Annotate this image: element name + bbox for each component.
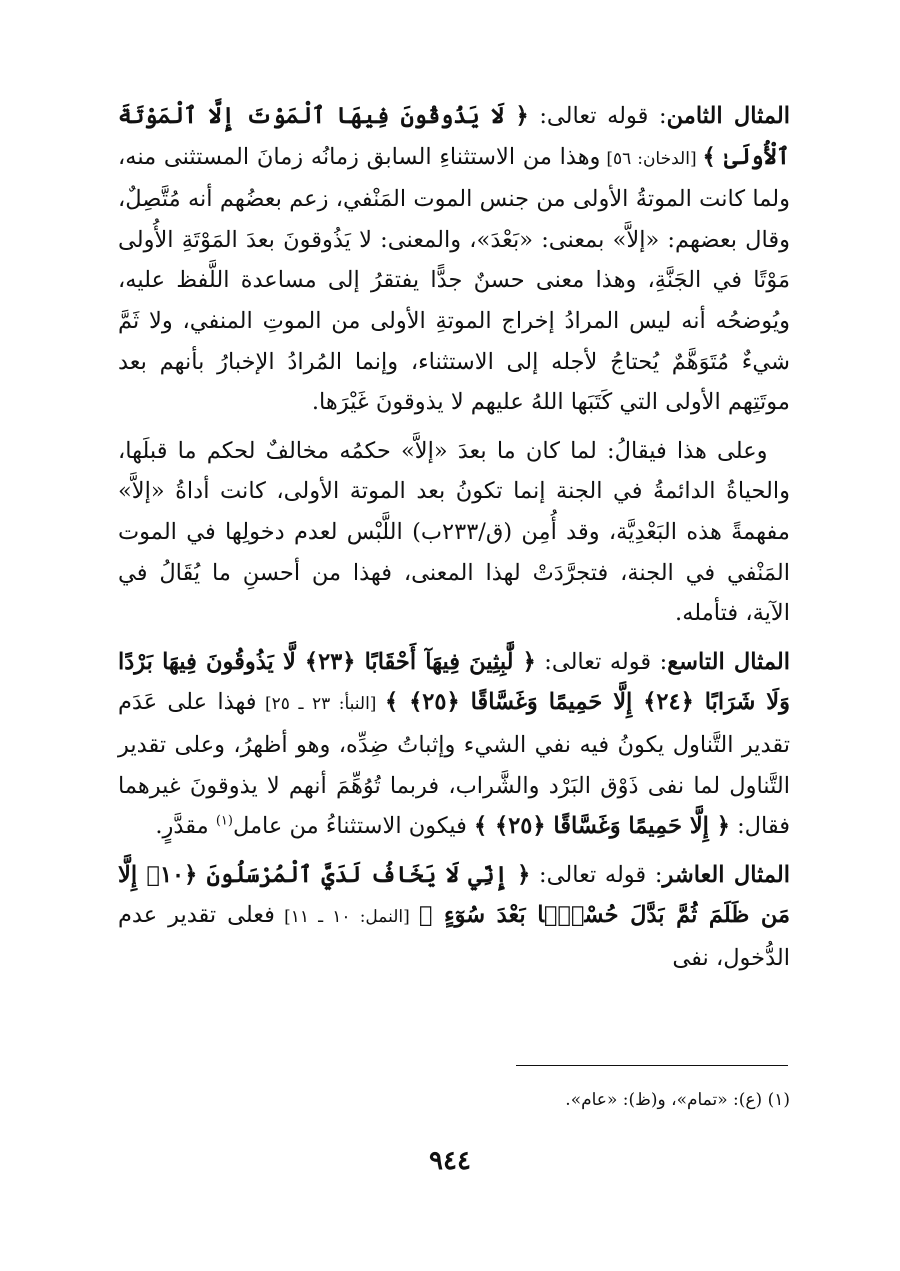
body-text: فهذا على عَدَم تقدير التَّناول يكونُ فيه نفي الشيء وإثباتُ ضِدِّه، وهو أظهرُ، وعلى تقدير التَّناول لما نفى ذَوْق البَرْد والشَّراب، فربما تُوُهِّمَ أنهم لا يذوقونَ غيرهما فقال:: [118, 689, 790, 840]
quran-open-bracket: ﴿: [515, 103, 529, 129]
verse-reference: [النبأ: ٢٣ ـ ٢٥]: [256, 694, 385, 715]
footnote-divider: [516, 1065, 788, 1066]
body-text: فعلى تقدير عدم الدُّخول، نفى: [118, 902, 790, 971]
footnote: (١) (ع): «تمام»، و(ظ): «عام».: [565, 1090, 790, 1110]
paragraph-commentary: [118, 431, 790, 634]
quran-close-bracket: ﴾: [474, 813, 488, 840]
verse-reference: [النمل: ١٠ ـ ١١]: [274, 907, 419, 928]
body-text: مقدَّرٍ.: [155, 813, 216, 840]
quran-verse: لَا يَذُوقُونَ فِيهَا ٱلْمَوْتَ إِلَّا ٱلْمَوْتَةَ ٱلْأُولَىٰ: [118, 103, 790, 170]
body-text: فيكون الاستثناءُ من عامل: [232, 813, 474, 840]
quran-open-bracket: ﴿: [716, 813, 730, 840]
intro-text: : قوله تعالى:: [530, 861, 663, 888]
paragraph-example-9: [118, 642, 790, 847]
quran-verse: لَّٰبِثِينَ فِيهَآ أَحْقَابًا ﴿٢٣﴾ لَّا يَذُوقُونَ فِيهَا بَرْدًا وَلَا شَرَابًا ﴿٢٤﴾ إِلَّا حَمِيمًا وَغَسَّاقًا ﴿٢٥﴾: [118, 648, 790, 716]
example-heading: المثال الثامن: [666, 103, 790, 129]
verse-reference: [الدخان: ٥٦]: [600, 148, 703, 169]
body-text: وهذا من الاستثناءِ السابق زمانُه زمانَ المستثنى منه، ولما كانت الموتةُ الأولى من جنس الموت المَنْفي، زعم بعضُهم أنه مُتَّصِلٌ، وقال بعضهم: «إلاَّ» بمعنى: «بَعْدَ»، والمعنى: لا يَذُوقونَ بعدَ المَوْتَةِ الأُولى مَوْتًا في الجَنَّةِ، وهذا معنى حسنٌ جدًّا يفتقرُ إلى مساعدة اللَّفظ عليه، ويُوضحُه أنه ليس المرادُ إخراج الموتةِ الأولى من الموتِ المنفي، ولا ثَمَّ شيءٌ مُتَوَهَّمٌ يُحتاجُ لأجله إلى الاستثناء، وإنما المُرادُ الإخبارُ بأنهم بعد موتَتِهم الأولى التي كَتَبَها اللهُ عليهم لا يذوقونَ غَيْرَها.: [118, 143, 790, 416]
paragraph-example-8: [118, 96, 790, 423]
paragraph-example-10: [118, 855, 790, 979]
quran-close-bracket: ﴾: [418, 902, 433, 929]
page-body: [118, 96, 790, 978]
quran-close-bracket: ﴾: [702, 143, 716, 170]
intro-text: : قوله تعالى:: [535, 648, 668, 675]
footnote-marker[interactable]: (١): [215, 813, 233, 829]
quran-verse: إِنِّي لَا يَخَافُ لَدَيَّ ٱلْمُرْسَلُونَ ﴿١٠﴾ إِلَّا مَن ظَلَمَ ثُمَّ بَدَّلَ حُسْنًۢا بَعْدَ سُوٓءٍ: [118, 861, 791, 929]
example-heading: المثال العاشر: [662, 861, 791, 888]
page-number: ٩٤٤: [429, 1146, 471, 1176]
quran-open-bracket: ﴿: [522, 648, 536, 675]
intro-text: : قوله تعالى:: [528, 103, 667, 129]
quran-close-bracket: ﴾: [384, 689, 399, 716]
body-text: وعلى هذا فيقالُ: لما كان ما بعدَ «إلاَّ» حكمُه مخالفٌ لحكم ما قبلَها، والحياةُ الدائمةُ في الجنة إنما تكونُ بعد الموتة الأولى، كانت أداةُ «إلاَّ» مفهمةً هذه البَعْدِيَّة، وقد أُمِن (ق/٢٣٣ب) اللَّبْس لعدم دخولِها في الموت المَنْفي في الجنة، فتجرَّدَتْ لهذا المعنى، فهذا من أحسنِ ما يُقَالُ في الآية، فتأمله.: [118, 437, 790, 627]
quran-verse: إِلَّا حَمِيمًا وَغَسَّاقًا ﴿٢٥﴾: [487, 813, 717, 840]
example-heading: المثال التاسع: [667, 648, 791, 675]
quran-open-bracket: ﴿: [517, 861, 531, 888]
